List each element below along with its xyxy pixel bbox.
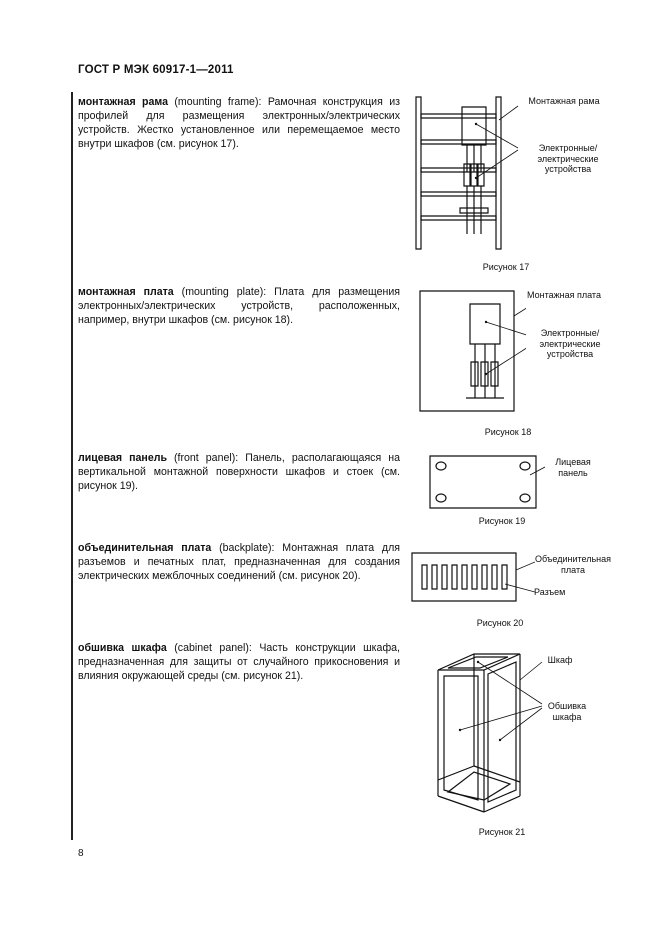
term-definition: (cabinet panel): Часть конструкции шкафа, предназначенная для защиты от случайного прикосновения и влияния окружающей среды (см. рисунок 21). (78, 642, 400, 682)
figure-20-caption: Рисунок 20 (476, 618, 524, 628)
figure-21-label-cabinet: Шкаф (547, 655, 573, 665)
term-backplate (78, 541, 400, 583)
term-definition: (front panel): Панель, располагающаяся на вертикальной монтажной поверхности шкафов и стоек (см. рисунок 19). (78, 452, 401, 492)
term-definition: (mounting plate): Плата для размещения электронных/электрических устройств, расположенных, например, внутри шкафов (см. рисунок 18). (78, 286, 400, 326)
figure-17-caption: Рисунок 17 (482, 262, 530, 272)
figure-20-label-backplate: Объединительная плата (534, 554, 612, 575)
figure-21-label-panel: Обшивка шкафа (547, 701, 587, 722)
term-title: монтажная рама (78, 96, 168, 108)
page-number: 8 (78, 848, 84, 859)
document-header: ГОСТ Р МЭК 60917-1—2011 (78, 64, 234, 76)
change-bar (71, 92, 73, 840)
figure-19-front-panel (427, 453, 547, 513)
figure-18-caption: Рисунок 18 (484, 427, 532, 437)
figure-19-caption: Рисунок 19 (478, 516, 526, 526)
term-front-panel (78, 451, 400, 493)
term-mounting-frame (78, 95, 400, 151)
figure-21-caption: Рисунок 21 (478, 827, 526, 837)
figure-18-label-devices: Электронные/ электрические устройства (539, 328, 601, 359)
term-cabinet-panel (78, 641, 400, 683)
figure-20-backplate (409, 550, 535, 604)
term-mounting-plate (78, 285, 400, 327)
term-definition: (backplate): Монтажная плата для разъемов и печатных плат, предназначенная для создания электрических межблочных соединений (см. рисунок 20). (78, 542, 400, 582)
term-title: объединительная плата (78, 542, 212, 554)
term-title: монтажная плата (78, 286, 174, 298)
figure-18-mounting-plate (416, 288, 526, 416)
figure-20-label-connector: Разъем (534, 587, 566, 597)
term-definition: (mounting frame): Рамочная конструкция из профилей для размещения электронных/электрических устройств. Жестко установленное или перемещаемое место внутри шкафов (см. рисунок 17). (78, 96, 400, 150)
figure-17-label-frame: Монтажная рама (528, 96, 600, 106)
figure-21-cabinet (430, 650, 550, 822)
figure-17-mounting-frame (410, 92, 520, 252)
figure-18-label-plate: Монтажная плата (527, 290, 601, 300)
term-title: лицевая панель (78, 452, 167, 464)
term-title: обшивка шкафа (78, 642, 167, 654)
figure-19-label: Лицевая панель (555, 457, 591, 478)
figure-17-label-devices: Электронные/ электрические устройства (537, 143, 599, 174)
